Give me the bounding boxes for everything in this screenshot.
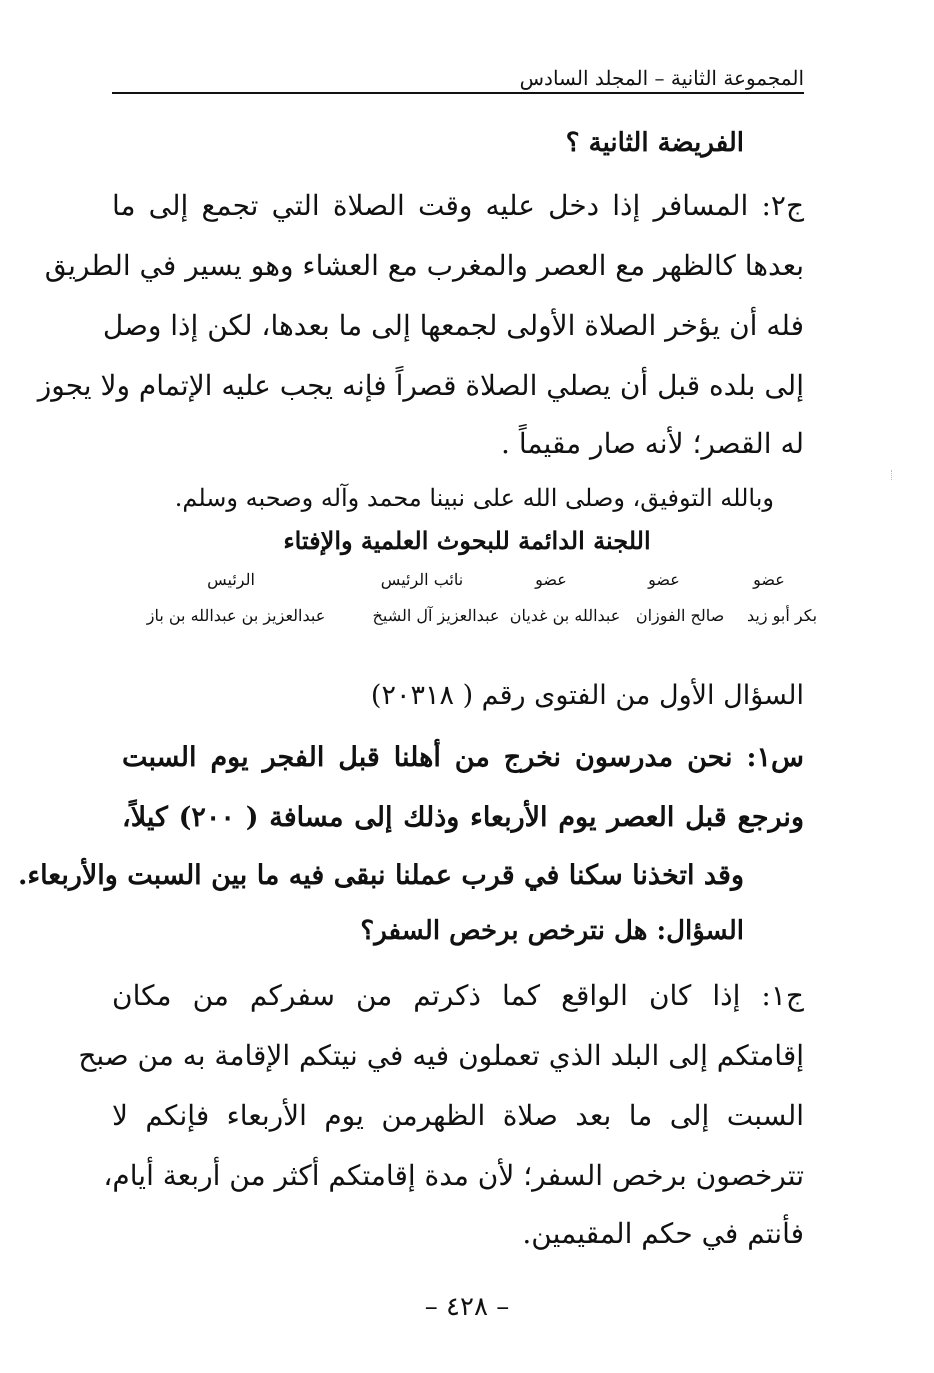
question-line-3: وقد اتخذنا سكنا في قرب عملنا نبقى فيه ما بين السبت والأربعاء. — [17, 860, 744, 891]
member-role: نائب الرئيس — [380, 570, 464, 589]
answer2-line-3: السبت إلى ما بعد صلاة الظهرمن يوم الأربعاء فإنكم لا — [112, 1099, 804, 1132]
member-role: عضو — [648, 570, 680, 589]
running-header — [112, 62, 804, 98]
member-role: الرئيس — [207, 570, 255, 589]
answer2-line-2: إقامتكم إلى البلد الذي تعملون فيه في نيتكم الإقامة به من صبح — [78, 1039, 804, 1072]
header-rule — [112, 92, 804, 94]
page-number: – ٤٢٨ – — [424, 1292, 510, 1322]
member-name: عبدالعزيز بن عبدالله بن باز — [146, 606, 326, 625]
answer-line-5: له القصر؛ لأنه صار مقيماً . — [501, 427, 804, 460]
member-name: صالح الفوزان — [635, 606, 725, 625]
margin-mark — [890, 470, 892, 480]
answer-line-1: ج٢: المسافر إذا دخل عليه وقت الصلاة التي تجمع إلى ما — [112, 189, 805, 222]
member-name: عبدالله بن غديان — [509, 606, 621, 625]
answer-line-4: إلى بلده قبل أن يصلي الصلاة قصراً فإنه يجب عليه الإتمام ولا يجوز — [37, 369, 804, 402]
answer2-line-4: تترخصون برخص السفر؛ لأن مدة إقامتكم أكثر من أربعة أيام، — [103, 1159, 804, 1192]
running-title: المجموعة الثانية – المجلد السادس — [514, 66, 804, 90]
question-text: السؤال: هل نترخص برخص السفر؟ — [360, 916, 744, 946]
committee-title: اللجنة الدائمة للبحوث العلمية والإفتاء — [283, 526, 651, 555]
answer2-line-1: ج١: إذا كان الواقع كما ذكرتم من سفركم من مكان — [112, 979, 804, 1012]
fatwa-heading: السؤال الأول من الفتوى رقم ( ٢٠٣١٨) — [370, 680, 804, 711]
question-line-1: س١: نحن مدرسون نخرج من أهلنا قبل الفجر يوم السبت — [122, 742, 804, 773]
question-line-2: ونرجع قبل العصر يوم الأربعاء وذلك إلى مسافة ( ٢٠٠) كيلاً، — [122, 802, 804, 833]
member-name: بكر أبو زيد — [746, 606, 818, 625]
answer-line-2: بعدها كالظهر مع العصر والمغرب مع العشاء وهو يسير في الطريق — [44, 249, 804, 282]
member-name: عبدالعزيز آل الشيخ — [372, 606, 500, 625]
answer-line-3: فله أن يؤخر الصلاة الأولى لجمعها إلى ما بعدها، لكن إذا وصل — [102, 309, 804, 342]
answer2-line-5: فأنتم في حكم المقيمين. — [522, 1217, 804, 1250]
member-role: عضو — [753, 570, 785, 589]
member-role: عضو — [535, 570, 567, 589]
question-tail: الفريضة الثانية ؟ — [565, 128, 744, 158]
closing-prayer: وبالله التوفيق، وصلى الله على نبينا محمد وآله وصحبه وسلم. — [174, 484, 774, 512]
